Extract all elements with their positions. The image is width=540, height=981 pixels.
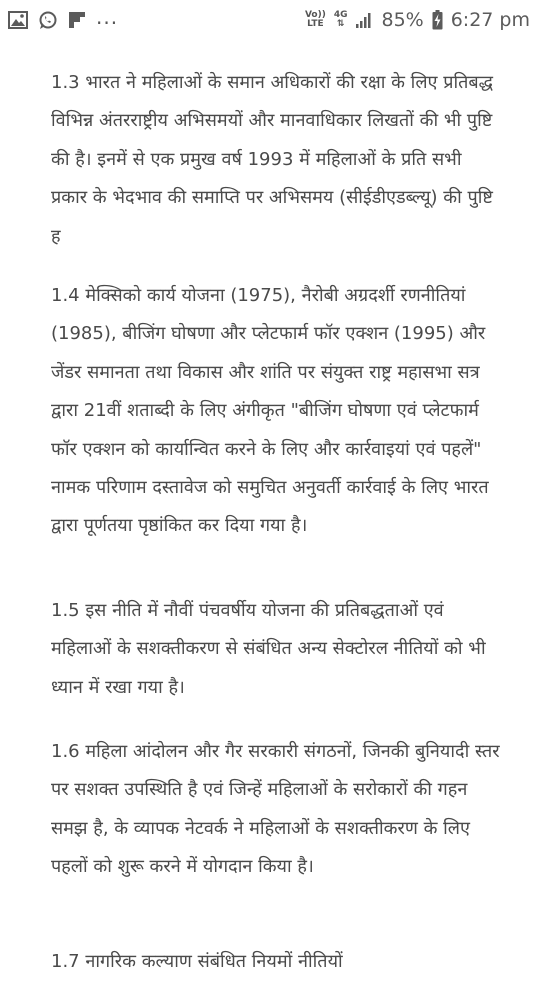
paragraph-1-3: 1.3 भारत ने महिलाओं के समान अधिकारों की रक्षा के लिए प्रतिबद्ध विभिन्न अंतरराष्ट्रीय अभिसमयों और मानवाधिकार लिखतों की भी पुष्टि की है। इनमें से एक प्रमुख वर्ष 1993 में महिलाओं के प्रति सभी प्रकार के भेदभाव की समाप्ति पर अभिसमय (सीईडीएडब्ल्यू) की पुष्टि ह — [51, 72, 494, 247]
battery-percent: 85% — [381, 9, 424, 31]
status-bar-right — [305, 9, 530, 31]
paragraph-1-5: 1.5 इस नीति में नौवीं पंचवर्षीय योजना की प्रतिबद्धताओं एवं महिलाओं के सशक्तीकरण से संबंधित अन्य सेक्टोरल नीतियों को भी ध्यान में रखा गया है। — [51, 600, 486, 698]
volte-indicator: Vo)) LTE — [304, 10, 326, 29]
clock: 6:27 pm — [450, 9, 530, 31]
paragraph-1-7-partial: 1.7 नागरिक कल्याण संबंधित नियमों नीतियों — [51, 951, 343, 972]
status-bar-left — [8, 5, 119, 30]
notification-overflow: ... — [96, 5, 119, 29]
battery-charging-icon — [432, 10, 443, 30]
flipboard-icon — [68, 11, 86, 29]
status-bar — [0, 0, 540, 40]
whatsapp-icon — [38, 10, 58, 30]
network-type-indicator: 4G ⇅ — [333, 10, 348, 29]
paragraph-1-4: 1.4 मेक्सिको कार्य योजना (1975), नैरोबी अग्रदर्शी रणनीतियां (1985), बीजिंग घोषणा और प्लेटफार्म फॉर एक्शन (1995) और जेंडर समानता तथा विकास और शांति पर संयुक्त राष्ट्र महासभा सत्र द्वारा 21वीं शताब्दी के लिए अंगीकृत "बीजिंग घोषणा एवं प्लेटफार्म फॉर एक्शन को कार्यान्वित करने के लिए और कार्रवाइयां एवं पहलें" नामक परिणाम दस्तावेज को समुचित अनुवर्ती कार्रवाई के लिए भारत द्वारा पूर्णतया पृष्ठांकित कर दिया गया है। — [51, 285, 489, 537]
paragraph-1-6: 1.6 महिला आंदोलन और गैर सरकारी संगठनों, जिनकी बुनियादी स्तर पर सशक्त उपस्थिति है एवं जिन्हें महिलाओं के सरोकारों की गहन समझ है, के व्यापक नेटवर्क ने महिलाओं के सशक्तीकरण के लिए पहलों को शुरू करने में योगदान किया है। — [51, 741, 500, 878]
gallery-icon — [8, 11, 28, 29]
signal-icon — [355, 12, 373, 28]
